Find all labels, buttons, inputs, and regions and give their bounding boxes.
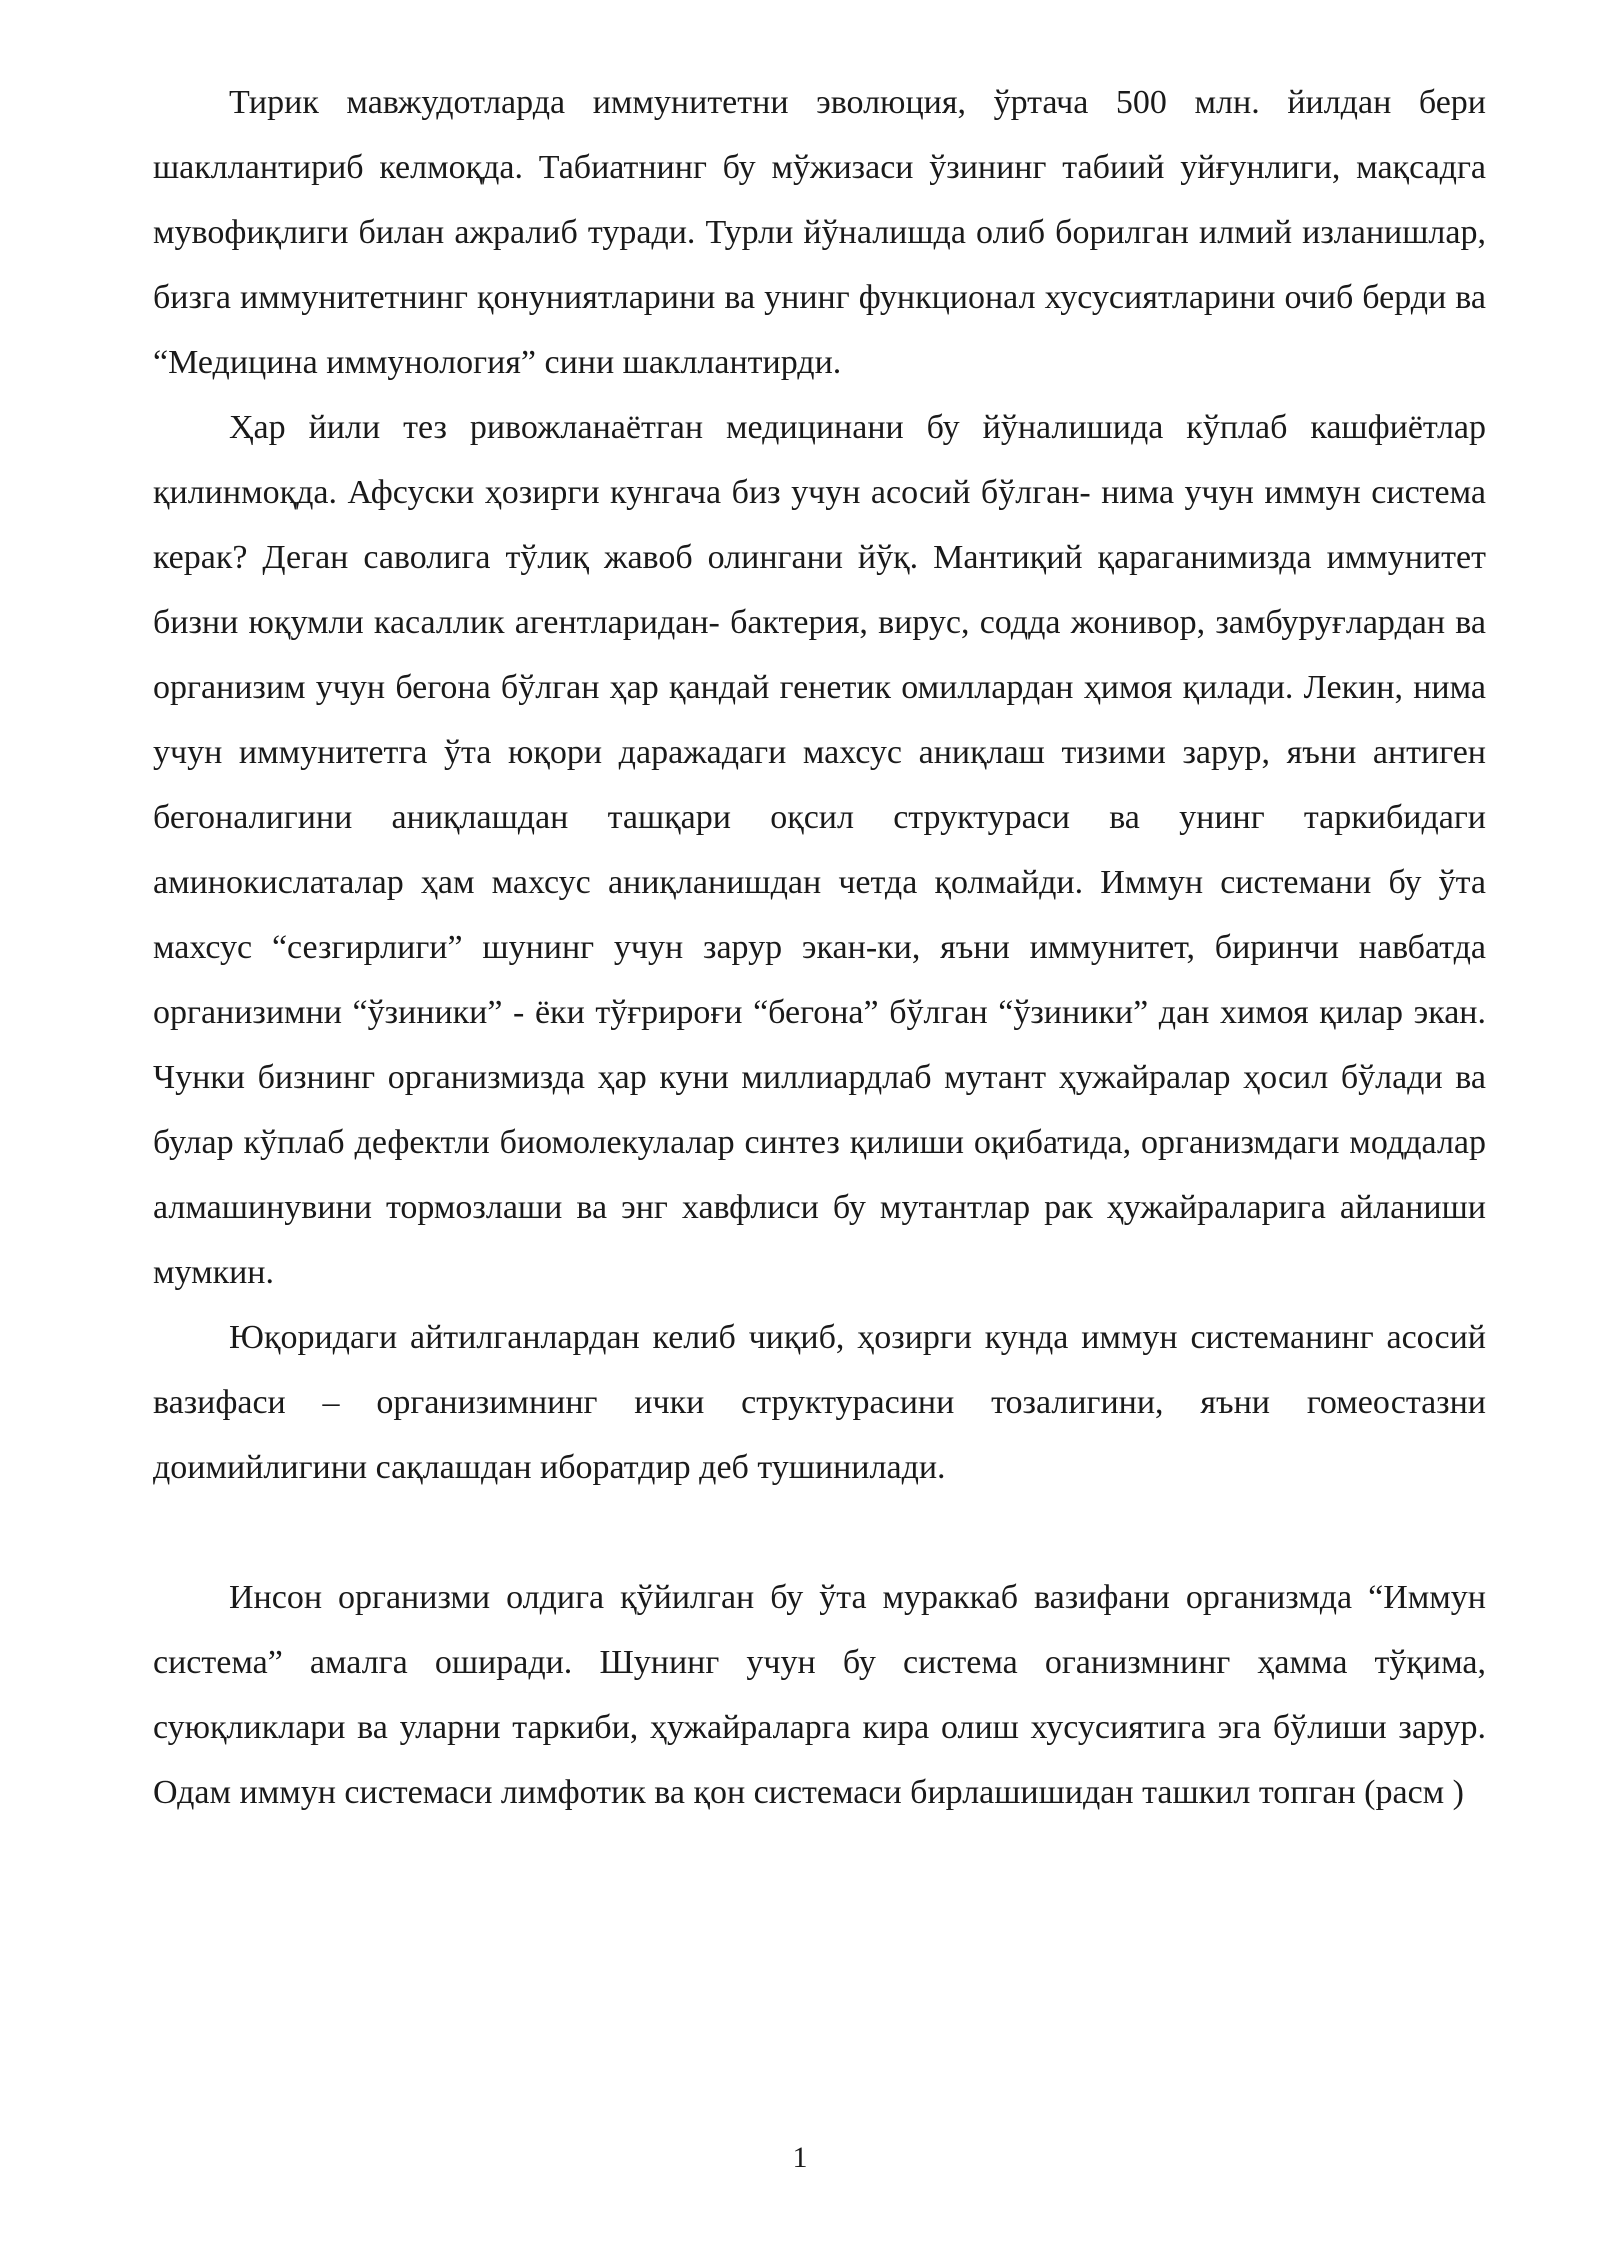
paragraph-2: Ҳар йили тез ривожланаётган медицинани бу йўналишида кўплаб кашфиётлар қилинмоқда. Афсуски ҳозирги кунгача биз учун асосий бўлган- нима учун иммун система керак? Деган саволига тўлиқ жавоб олингани йўқ. Мантиқий қараганимизда иммунитет бизни юқумли касаллик агентларидан- бактерия, вирус, содда жонивор, замбуруғлардан ва организим учун бегона бўлган ҳар қандай генетик омиллардан ҳимоя қилади. Лекин, нима учун иммунитетга ўта юқори даражадаги махсус аниқлаш тизими зарур, яъни антиген бегоналигини аниқлашдан ташқари оқсил структураси ва унинг таркибидаги аминокислаталар ҳам махсус аниқланишдан четда қолмайди. Иммун системани бу ўта махсус “сезгирлиги” шунинг учун зарур экан-ки, яъни иммунитет, биринчи навбатда организимни “ўзиники” - ёки тўғрироғи “бегона” бўлган “ўзиники” дан химоя қилар экан. Чунки бизнинг организмизда ҳар куни миллиардлаб мутант ҳужайралар ҳосил бўлади ва булар кўплаб дефектли биомолекулалар синтез қилиши оқибатида, организмдаги моддалар алмашинувини тормозлаши ва энг хавфлиси бу мутантлар рак ҳужайраларига айланиши мумкин. (153, 409, 1486, 1291)
body-text (153, 70, 1486, 1825)
paragraph-1: Тирик мавжудотларда иммунитетни эволюция, ўртача 500 млн. йилдан бери шакллантириб келмоқда. Табиатнинг бу мўжизаси ўзининг табиий уйғунлиги, мақсадга мувофиқлиги билан ажралиб туради. Турли йўналишда олиб борилган илмий изланишлар, бизга иммунитетнинг қонуниятларини ва унинг функционал хусусиятларини очиб берди ва “Медицина иммунология” сини шакллантирди. (153, 84, 1486, 381)
paragraph-3: Юқоридаги айтилганлардан келиб чиқиб, ҳозирги кунда иммун системанинг асосий вазифаси – организимнинг ички структурасини тозалигини, яъни гомеостазни доимийлигини сақлашдан иборатдир деб тушинилади. (153, 1319, 1486, 1486)
paragraph-4: Инсон организми олдига қўйилган бу ўта мураккаб вазифани организмда “Иммун система” амалга оширади. Шунинг учун бу система оганизмнинг ҳамма тўқима, суюқликлари ва уларни таркиби, ҳужайраларга кира олиш хусусиятига эга бўлиши зарур. Одам иммун системаси лимфотик ва қон системаси бирлашишидан ташкил топган (расм ) (153, 1579, 1486, 1811)
page-number: 1 (792, 2141, 808, 2174)
